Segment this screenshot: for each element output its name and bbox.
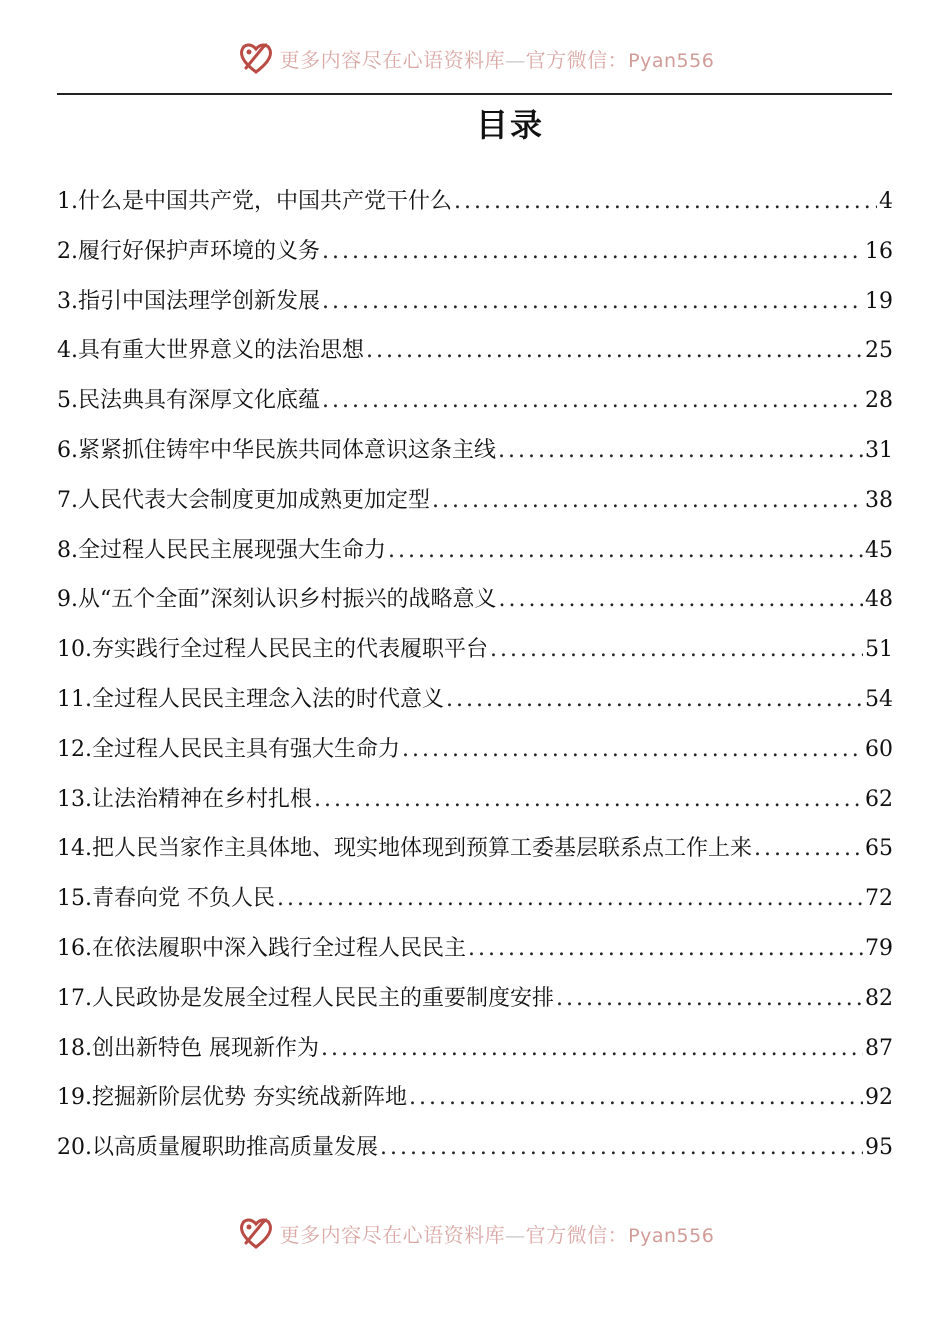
toc-leader-dots [314, 780, 863, 820]
toc-leader-dots [454, 182, 877, 222]
toc-item-label: 4.具有重大世界意义的法治思想 [57, 338, 364, 364]
header-watermark [0, 38, 950, 78]
toc-item[interactable] [57, 232, 893, 282]
toc-item[interactable] [57, 680, 893, 730]
toc-leader-dots [409, 1078, 863, 1118]
toc-leader-dots [498, 431, 863, 471]
toc-item[interactable] [57, 730, 893, 780]
toc-item[interactable] [57, 780, 893, 830]
header-rule [57, 93, 892, 95]
toc-leader-dots [490, 630, 863, 670]
toc-item[interactable] [57, 829, 893, 879]
toc-leader-dots [322, 282, 863, 322]
toc-item-label: 2.履行好保护声环境的义务 [57, 238, 320, 264]
toc-item-page: 45 [865, 537, 893, 563]
toc-item-label: 11.全过程人民民主理念入法的时代意义 [57, 686, 444, 712]
toc-item[interactable] [57, 929, 893, 979]
toc-item-page: 51 [865, 637, 893, 663]
toc-item-page: 62 [865, 786, 893, 812]
toc-leader-dots [446, 680, 863, 720]
toc-item-label: 9.从“五个全面”深刻认识乡村振兴的战略意义 [57, 587, 497, 613]
toc-item[interactable] [57, 381, 893, 431]
toc-item[interactable] [57, 630, 893, 680]
toc-item-page: 19 [865, 288, 893, 314]
toc-item-page: 31 [865, 437, 893, 463]
toc-item-page: 38 [865, 487, 893, 513]
toc-item-label: 19.挖掘新阶层优势 夯实统战新阵地 [57, 1085, 407, 1111]
toc-leader-dots [402, 730, 863, 770]
toc-leader-dots [468, 929, 863, 969]
footer-watermark [0, 1213, 950, 1253]
toc-leader-dots [277, 879, 863, 919]
toc-leader-dots [432, 481, 863, 521]
toc-item-label: 6.紧紧抓住铸牢中华民族共同体意识这条主线 [57, 437, 496, 463]
toc-leader-dots [322, 232, 863, 272]
toc-item-page: 25 [865, 338, 893, 364]
toc-item-label: 17.人民政协是发展全过程人民民主的重要制度安排 [57, 985, 554, 1011]
toc-item[interactable] [57, 1029, 893, 1079]
toc-item-label: 5.民法典具有深厚文化底蕴 [57, 388, 320, 414]
page-title: 目录 [475, 106, 544, 144]
toc-item-label: 18.创出新特色 展现新作为 [57, 1035, 319, 1061]
toc-leader-dots [499, 580, 864, 620]
toc-item-page: 60 [865, 736, 893, 762]
toc-item[interactable] [57, 1128, 893, 1178]
toc-item-page: 95 [865, 1135, 893, 1161]
toc-item-page: 16 [865, 238, 893, 264]
toc-item[interactable] [57, 1078, 893, 1128]
toc-item-label: 15.青春向党 不负人民 [57, 886, 275, 912]
toc-item-page: 54 [865, 686, 893, 712]
watermark-text: 更多内容尽在心语资料库—官方微信：Pyan556 [279, 1222, 715, 1247]
toc-item[interactable] [57, 531, 893, 581]
toc-item-page: 65 [865, 836, 893, 862]
toc-item-label: 12.全过程人民民主具有强大生命力 [57, 736, 400, 762]
toc-item-label: 13.让法治精神在乡村扎根 [57, 786, 312, 812]
toc-item-page: 48 [865, 587, 893, 613]
heart-pen-logo-icon [236, 38, 276, 78]
toc-item-page: 4 [879, 189, 893, 214]
toc-item-label: 7.人民代表大会制度更加成熟更加定型 [57, 487, 430, 513]
toc-leader-dots [388, 531, 863, 571]
toc-item-label: 10.夯实践行全过程人民民主的代表履职平台 [57, 637, 488, 663]
toc-item-label: 1.什么是中国共产党，中国共产党干什么 [57, 189, 452, 214]
toc-item-page: 87 [865, 1035, 893, 1061]
toc-item-label: 20.以高质量履职助推高质量发展 [57, 1135, 378, 1161]
toc-item-label: 14.把人民当家作主具体地、现实地体现到预算工委基层联系点工作上来 [57, 836, 752, 862]
toc-leader-dots [322, 381, 863, 421]
toc-item-label: 16.在依法履职中深入践行全过程人民民主 [57, 935, 466, 961]
toc-item[interactable] [57, 282, 893, 332]
toc-item-page: 82 [865, 985, 893, 1011]
toc-item-page: 79 [865, 935, 893, 961]
toc-item-label: 8.全过程人民民主展现强大生命力 [57, 537, 386, 563]
toc-item[interactable] [57, 481, 893, 531]
toc-leader-dots [754, 829, 863, 869]
toc-item-label: 3.指引中国法理学创新发展 [57, 288, 320, 314]
toc-item[interactable] [57, 580, 893, 630]
toc-item-page: 72 [865, 886, 893, 912]
toc-leader-dots [556, 979, 863, 1019]
table-of-contents [57, 182, 893, 1178]
toc-item[interactable] [57, 182, 893, 232]
toc-item[interactable] [57, 879, 893, 929]
toc-leader-dots [321, 1029, 863, 1069]
toc-item[interactable] [57, 979, 893, 1029]
toc-leader-dots [366, 331, 863, 371]
heart-pen-logo-icon [236, 1213, 276, 1253]
toc-item-page: 28 [865, 388, 893, 414]
watermark-text: 更多内容尽在心语资料库—官方微信：Pyan556 [279, 47, 715, 72]
toc-item-page: 92 [865, 1085, 893, 1111]
toc-item[interactable] [57, 431, 893, 481]
toc-item[interactable] [57, 331, 893, 381]
toc-leader-dots [380, 1128, 863, 1168]
